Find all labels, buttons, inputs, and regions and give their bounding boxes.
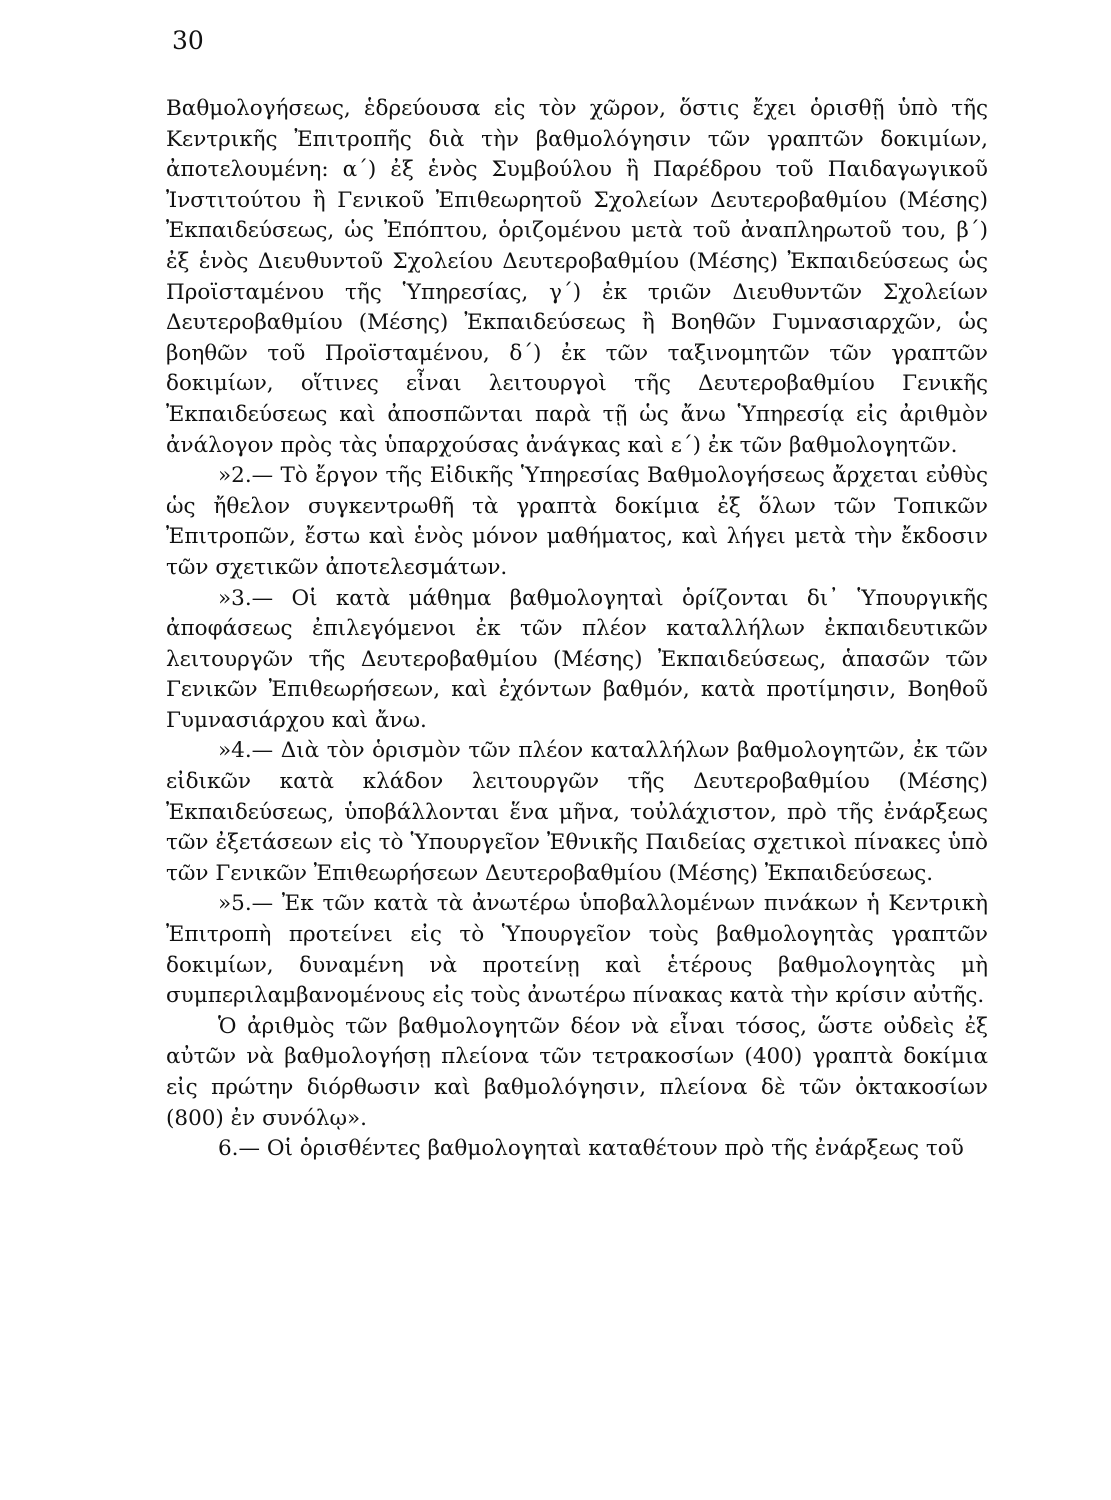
paragraph-3: »3.— Οἱ κατὰ μάθημα βαθμολογηταὶ ὁρίζονται δι᾽ Ὑπουργικῆς ἀποφάσεως ἐπιλεγόμενοι ἐκ τῶν πλέον καταλλήλων ἐκπαιδευτικῶν λειτουργῶν τῆς Δευτεροβαθμίου (Μέσης) Ἐκπαιδεύσεως, ἁπασῶν τῶν Γενικῶν Ἐπιθεωρήσεων, καὶ ἐχόντων βαθμόν, κατὰ προτίμησιν, Βοηθοῦ Γυμνασιάρχου καὶ ἄνω. [166, 585, 988, 733]
paragraph-4: »4.— Διὰ τὸν ὁρισμὸν τῶν πλέον καταλλήλων βαθμολογητῶν, ἐκ τῶν εἰδικῶν κατὰ κλάδον λειτουργῶν τῆς Δευτεροβαθμίου (Μέσης) Ἐκπαιδεύσεως, ὑποβάλλονται ἕνα μῆνα, τοὐλάχιστον, πρὸ τῆς ἐνάρξεως τῶν ἐξετάσεων εἰς τὸ Ὑπουργεῖον Ἐθνικῆς Παιδείας σχετικοὶ πίνακες ὑπὸ τῶν Γενικῶν Ἐπιθεωρήσεων Δευτεροβαθμίου (Μέσης) Ἐκπαιδεύσεως. [166, 738, 988, 886]
document-body [166, 94, 988, 1165]
paragraph-5: »5.— Ἐκ τῶν κατὰ τὰ ἀνωτέρω ὑποβαλλομένων πινάκων ἡ Κεντρικὴ Ἐπιτροπὴ προτείνει εἰς τὸ Ὑπουργεῖον τοὺς βαθμολογητὰς γραπτῶν δοκιμίων, δυναμένη νὰ προτείνῃ καὶ ἑτέρους βαθμολογητὰς μὴ συμπεριλαμβανομένους εἰς τοὺς ἀνωτέρω πίνακας κατὰ τὴν κρίσιν αὐτῆς. [166, 891, 988, 1009]
paragraph-6: 6.— Οἱ ὁρισθέντες βαθμολογηταὶ καταθέτουν πρὸ τῆς ἐνάρξεως τοῦ [218, 1136, 964, 1162]
page-number: 30 [172, 26, 204, 55]
paragraph-number-of-graders: Ὁ ἀριθμὸς τῶν βαθμολογητῶν δέον νὰ εἶναι τόσος, ὥστε οὐδεὶς ἐξ αὐτῶν νὰ βαθμολογήσῃ πλείονα τῶν τετρακοσίων (400) γραπτὰ δοκίμια εἰς πρώτην διόρθωσιν καὶ βαθμολόγησιν, πλείονα δὲ τῶν ὀκτακοσίων (800) ἐν συνόλῳ». [166, 1013, 988, 1131]
paragraph-continuation: Βαθμολογήσεως, ἑδρεύουσα εἰς τὸν χῶρον, ὅστις ἔχει ὁρισθῇ ὑπὸ τῆς Κεντρικῆς Ἐπιτροπῆς διὰ τὴν βαθμολόγησιν τῶν γραπτῶν δοκιμίων, ἀποτελουμένη: α΄) ἐξ ἑνὸς Συμβούλου ἢ Παρέδρου τοῦ Παιδαγωγικοῦ Ἰνστιτούτου ἢ Γενικοῦ Ἐπιθεωρητοῦ Σχολείων Δευτεροβαθμίου (Μέσης) Ἐκπαιδεύσεως, ὡς Ἐπόπτου, ὁριζομένου μετὰ τοῦ ἀναπληρωτοῦ του, β΄) ἐξ ἑνὸς Διευθυντοῦ Σχολείου Δευτεροβαθμίου (Μέσης) Ἐκπαιδεύσεως ὡς Προϊσταμένου τῆς Ὑπηρεσίας, γ΄) ἐκ τριῶν Διευθυντῶν Σχολείων Δευτεροβαθμίου (Μέσης) Ἐκπαιδεύσεως ἢ Βοηθῶν Γυμνασιαρχῶν, ὡς βοηθῶν τοῦ Προϊσταμένου, δ΄) ἐκ τῶν ταξινομητῶν τῶν γραπτῶν δοκιμίων, οἵτινες εἶναι λειτουργοὶ τῆς Δευτεροβαθμίου Γενικῆς Ἐκπαιδεύσεως καὶ ἀποσπῶνται παρὰ τῇ ὡς ἄνω Ὑπηρεσίᾳ εἰς ἀριθμὸν ἀνάλογον πρὸς τὰς ὑπαρχούσας ἀνάγκας καὶ ε΄) ἐκ τῶν βαθμολογητῶν. [166, 96, 988, 458]
paragraph-2: »2.— Τὸ ἔργον τῆς Εἰδικῆς Ὑπηρεσίας Βαθμολογήσεως ἄρχεται εὐθὺς ὡς ἤθελον συγκεντρωθῆ τὰ γραπτὰ δοκίμια ἐξ ὅλων τῶν Τοπικῶν Ἐπιτροπῶν, ἔστω καὶ ἑνὸς μόνον μαθήματος, καὶ λήγει μετὰ τὴν ἔκδοσιν τῶν σχετικῶν ἀποτελεσμάτων. [166, 463, 988, 580]
